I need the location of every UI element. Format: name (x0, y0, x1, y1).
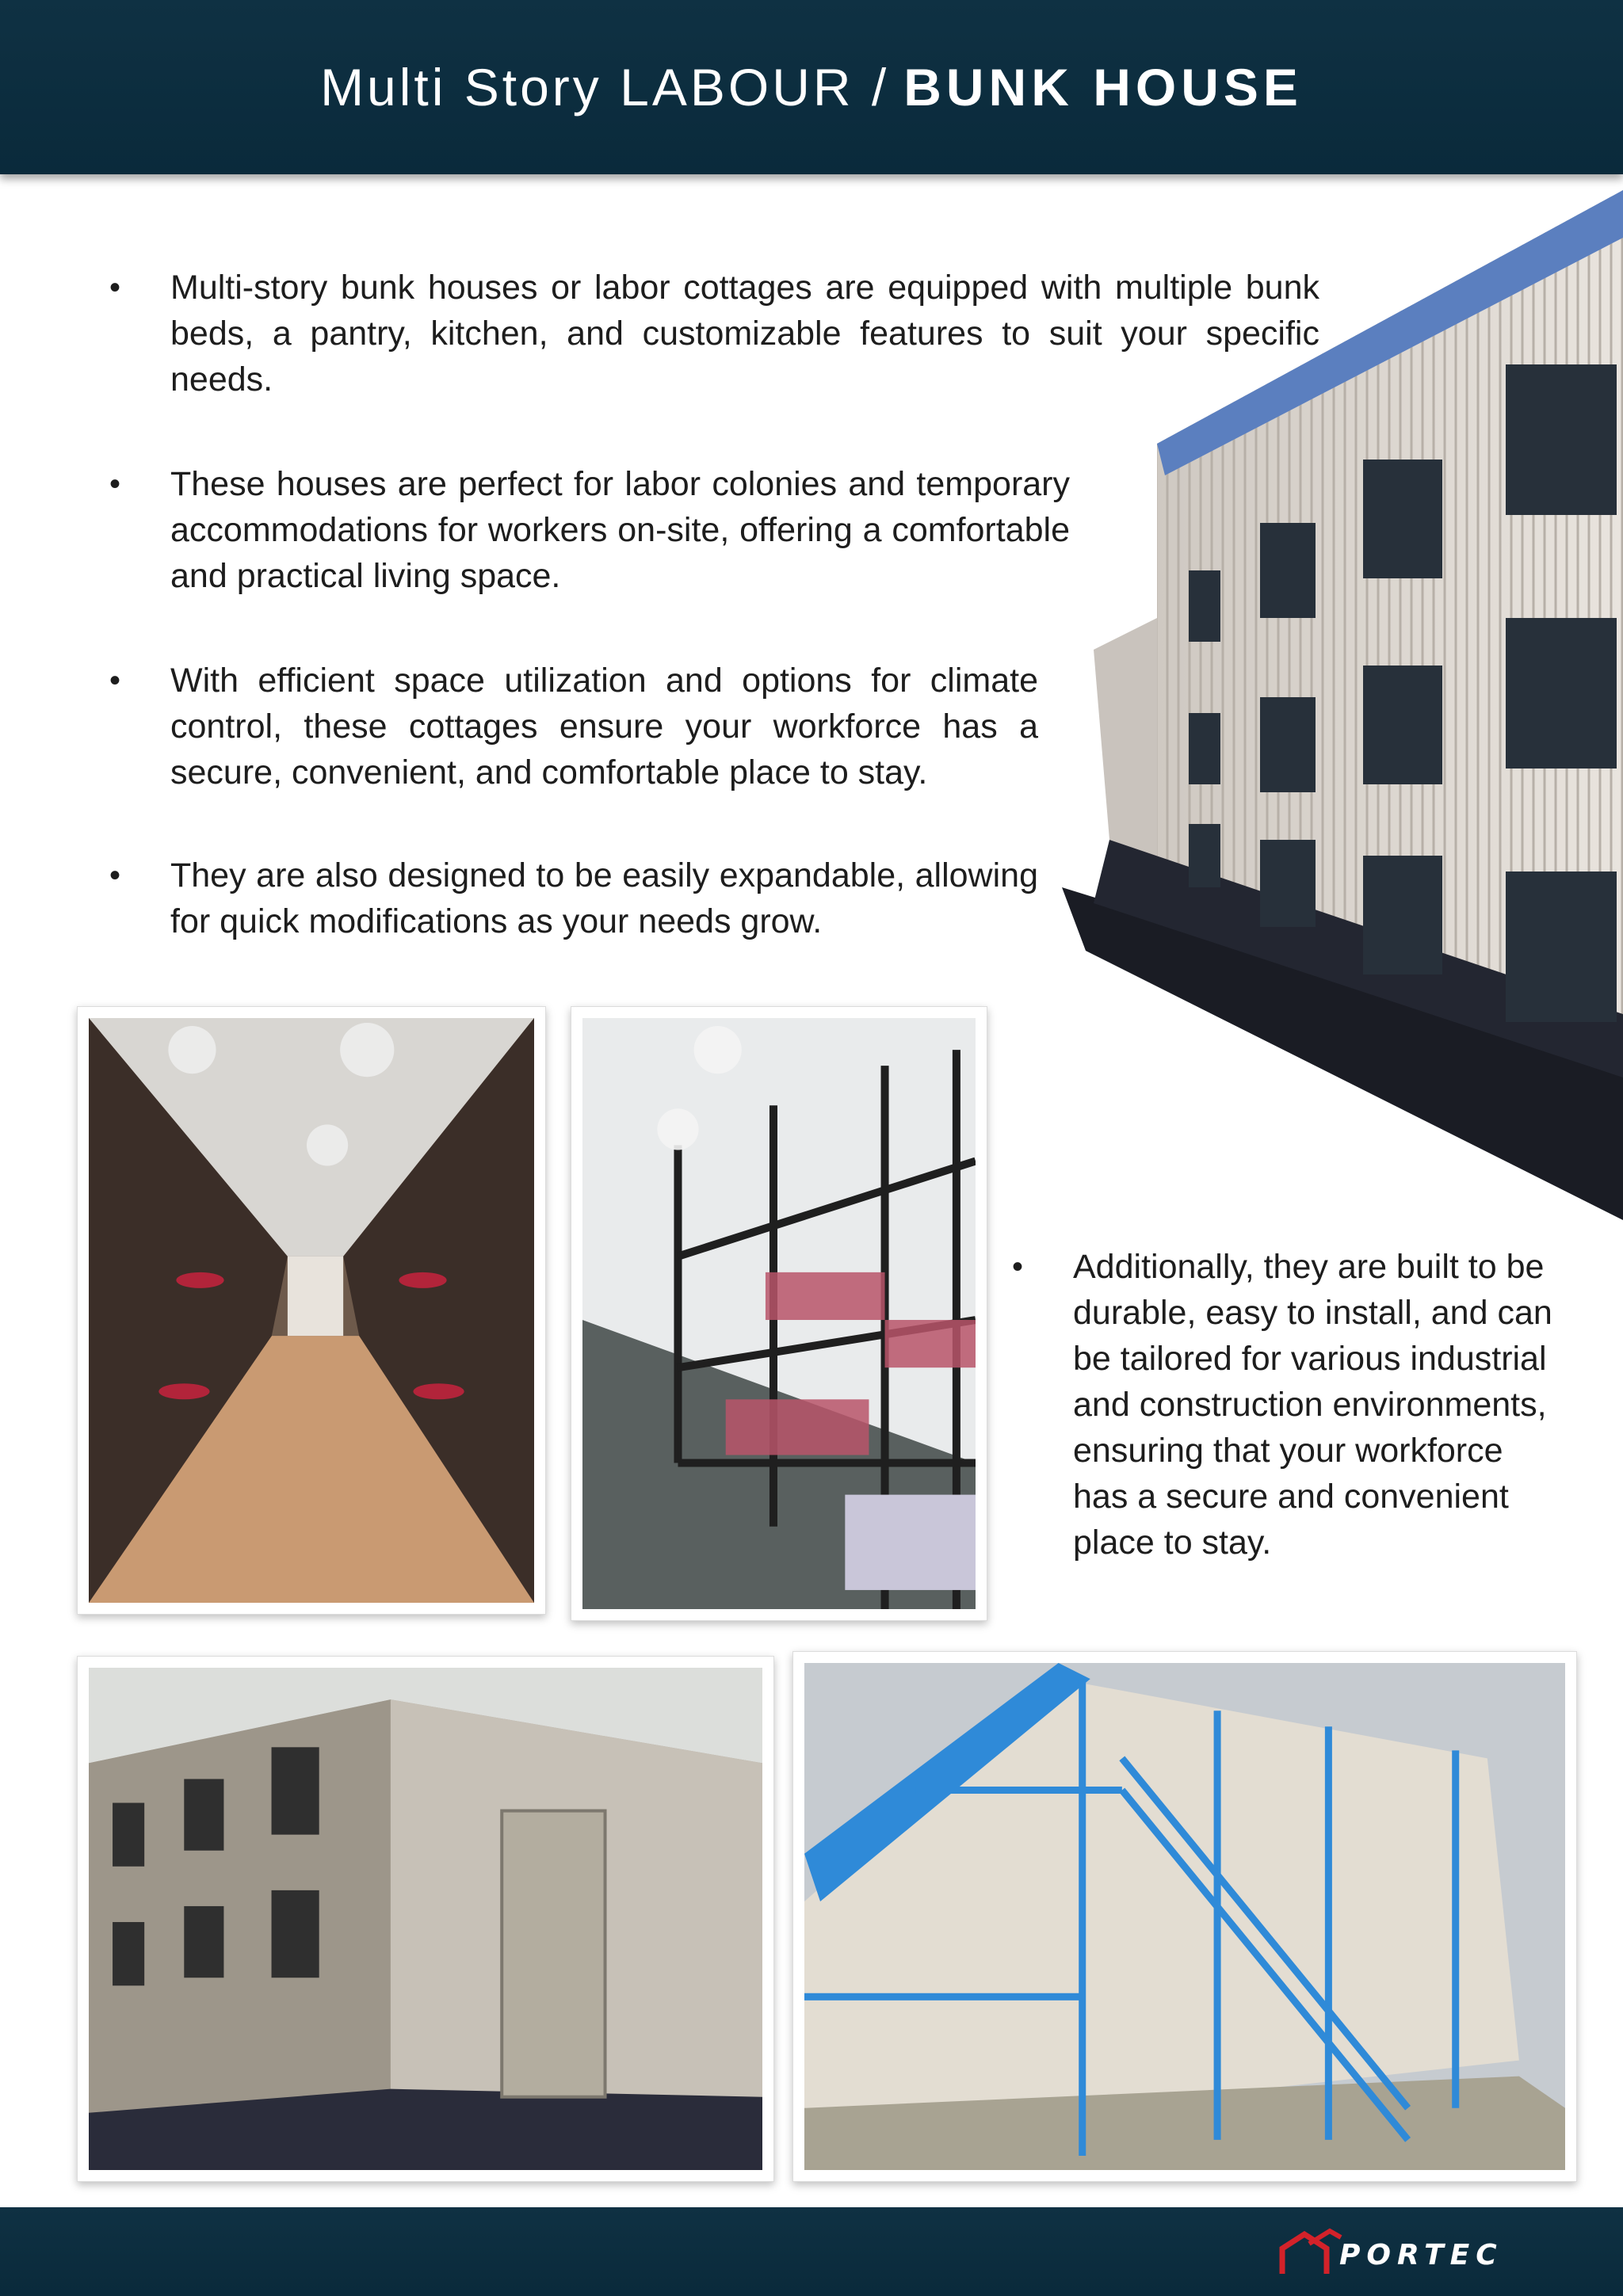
photo-container-exterior (77, 1656, 774, 2182)
bullet-5 (1012, 1244, 1564, 1566)
portec-logo-text: PORTEC (1339, 2239, 1503, 2271)
header-band (0, 0, 1623, 174)
bullet-2-text: These houses are perfect for labor colonies and temporary accommodations for workers on-site, offering a comfortable and practical living space. (170, 465, 1070, 595)
bullet-symbol: • (109, 663, 121, 698)
bullet-4 (109, 852, 1038, 944)
title-light: Multi Story LABOUR / (320, 58, 890, 116)
bullet-3 (109, 658, 1038, 795)
bullet-symbol: • (109, 858, 121, 893)
bullet-symbol: • (109, 270, 121, 305)
bullet-1 (109, 265, 1319, 402)
title-bold: BUNK HOUSE (903, 58, 1303, 116)
bullet-symbol: • (109, 467, 121, 502)
bullet-symbol: • (1012, 1249, 1024, 1284)
photo-blue-staircase-building (792, 1651, 1577, 2182)
bullet-5-text: Additionally, they are built to be durable, easy to install, and can be tailored for various industrial and construction environments, ensuring that your workforce has a secure and convenient place to stay. (1073, 1248, 1552, 1562)
bullet-3-text: With efficient space utilization and options for climate control, these cottages ensure your workforce has a secure, convenient, and comfortable place to stay. (170, 662, 1038, 791)
bullet-1-text: Multi-story bunk houses or labor cottages are equipped with multiple bunk beds, a pantry, kitchen, and customizable features to suit your specific needs. (170, 269, 1319, 399)
photo-bunk-beds (571, 1006, 987, 1621)
photo-interior-corridor (77, 1006, 546, 1615)
bullet-2 (109, 461, 1070, 599)
bullet-4-text: They are also designed to be easily expandable, allowing for quick modifications as your needs grow. (170, 856, 1038, 940)
